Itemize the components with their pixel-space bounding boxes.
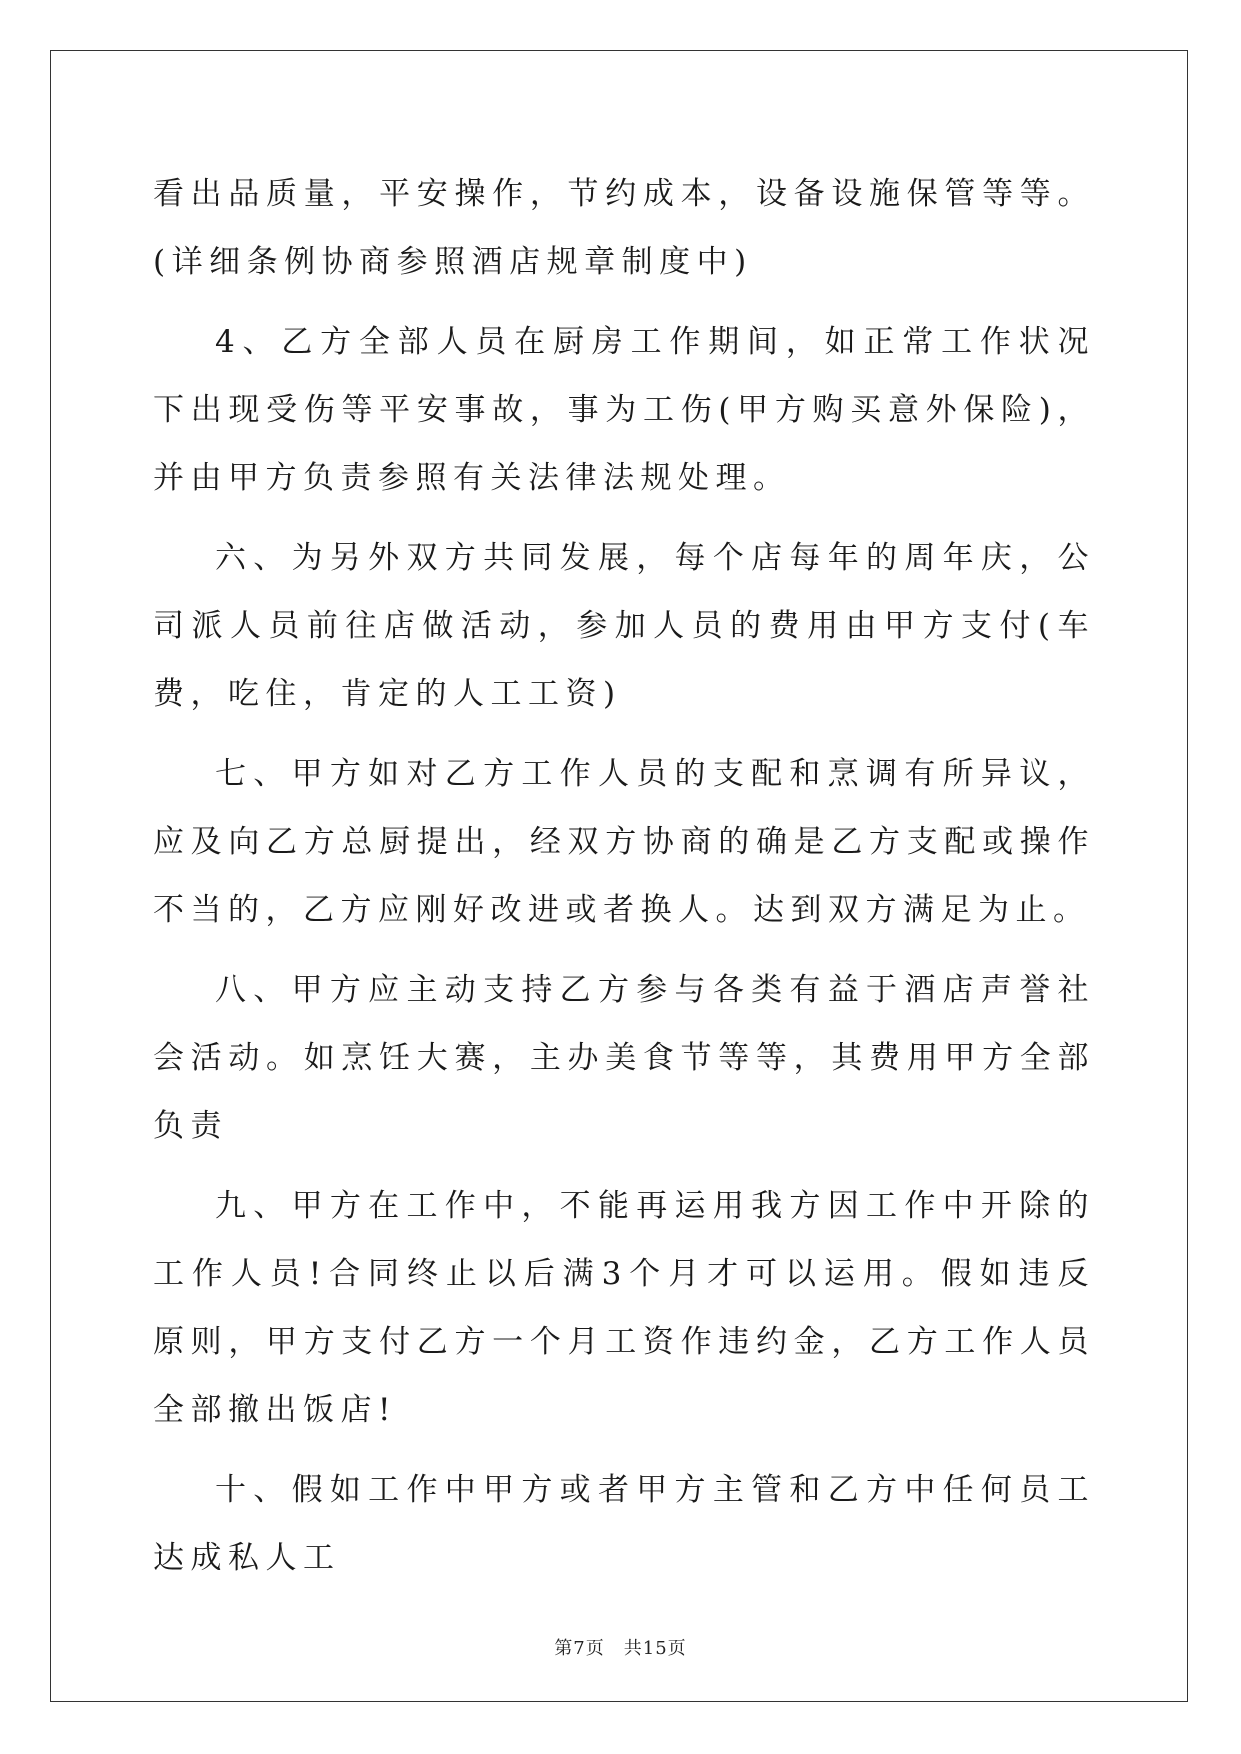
paragraph-clause-8: 八、甲方应主动支持乙方参与各类有益于酒店声誉社会活动。如烹饪大赛，主办美食节等等，其费用甲方全部负责 [153, 972, 1095, 1144]
paragraph-continuation: 看出品质量，平安操作，节约成本，设备设施保管等等。(详细条例协商参照酒店规章制度中) [153, 176, 1095, 280]
page-number-footer: 第7页 共15页 [554, 1638, 687, 1659]
paragraph-clause-6: 六、为另外双方共同发展，每个店每年的周年庆，公司派人员前往店做活动，参加人员的费用由甲方支付(车费，吃住，肯定的人工工资) [153, 540, 1095, 712]
document-body [153, 160, 1095, 1604]
paragraph-clause-4: 4、乙方全部人员在厨房工作期间，如正常工作状况下出现受伤等平安事故，事为工伤(甲方购买意外保险)，并由甲方负责参照有关法律法规处理。 [153, 324, 1095, 496]
paragraph-clause-10: 十、假如工作中甲方或者甲方主管和乙方中任何员工达成私人工 [153, 1472, 1095, 1576]
paragraph-clause-9: 九、甲方在工作中，不能再运用我方因工作中开除的工作人员!合同终止以后满3个月才可以运用。假如违反原则，甲方支付乙方一个月工资作违约金，乙方工作人员全部撤出饭店! [153, 1188, 1095, 1428]
paragraph-clause-7: 七、甲方如对乙方工作人员的支配和烹调有所异议，应及向乙方总厨提出，经双方协商的确是乙方支配或操作不当的，乙方应刚好改进或者换人。达到双方满足为止。 [153, 756, 1095, 928]
